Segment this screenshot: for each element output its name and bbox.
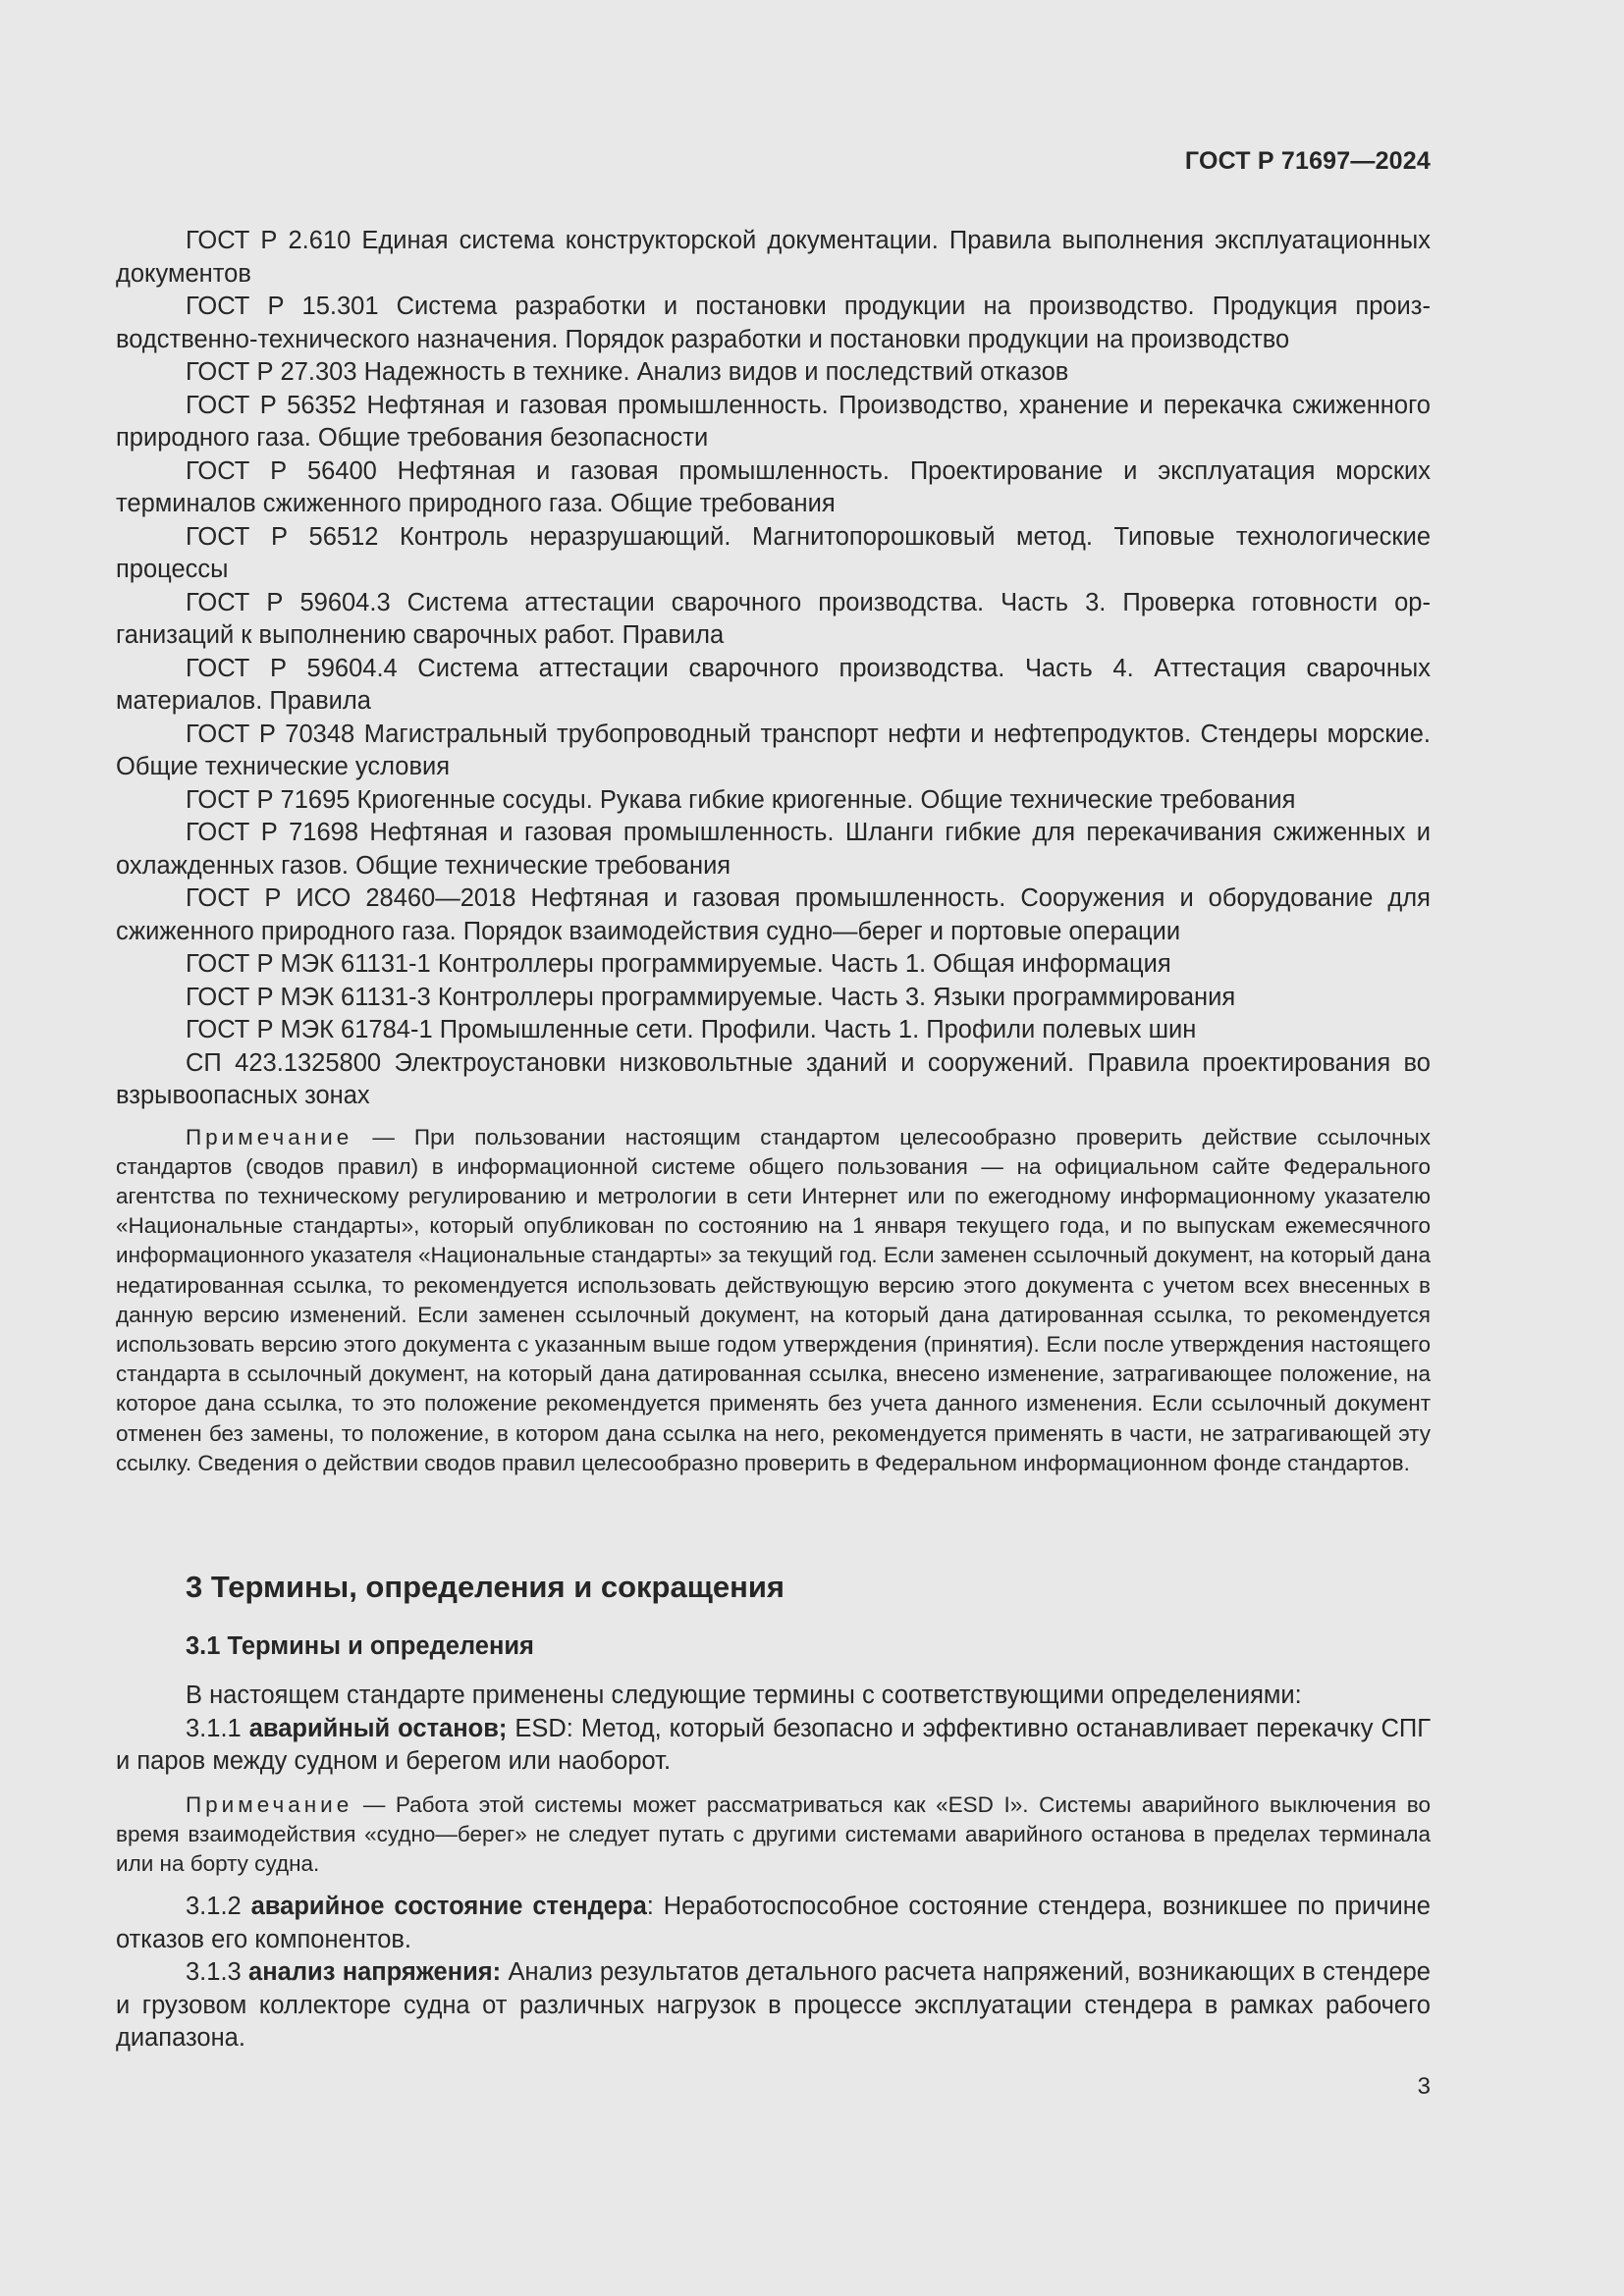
reference-item: ГОСТ Р 59604.3 Система аттестации сварочного производства. Часть 3. Проверка готовности организаций к выполнению сварочных работ. Правила [116,588,1431,649]
reference-item: ГОСТ Р 59604.4 Система аттестации сварочного производства. Часть 4. Аттестация сварочных материалов. Правила [116,654,1431,715]
reference-item: ГОСТ Р 71695 Криогенные сосуды. Рукава гибкие криогенные. Общие технические требования [186,785,1296,814]
term-number: 3.1.3 [186,1958,249,1987]
reference-item: СП 423.1325800 Электроустановки низковольтные зданий и сооружений. Правила проектирования во взрывоопасных зонах [116,1048,1431,1109]
note-text: — При пользовании настоящим стандартом целесообразно проверить действие ссылочных стандартов (сводов правил) в информационной системе общего пользования — на официальном сайте Федерального агентства по техническому регулированию и метрологии в сети Интернет или по ежегодному информационному указателю «Национальные стандарты», который опубликован по состоянию на 1 января текущего года, и по выпускам ежемесячного информационного указателя «Национальные стандарты» за текущий год. Если заменен ссылочный документ, на который дана недатированная ссылка, то рекомендуется использовать действующую версию этого документа с учетом всех внесенных в данную версию изменений. Если заменен ссылочный документ, на который дана датированная ссылка, то рекомендуется использовать версию этого документа с указанным выше годом утверждения (принятия). Если после утверждения настоящего стандарта в ссылочный документ, на который дана датированная ссылка, внесено изменение, затрагивающее положение, на которое дана ссылка, то это положение рекомендуется применять без учета данного изменения. Если ссылочный документ отменен без замены, то положение, в котором дана ссылка на него, рекомендуется применять в части, не затрагивающей эту ссылку. Сведения о действии сводов правил целесообразно проверить в Федеральном информационном фонде стандартов. [116,1124,1431,1475]
term-name: аварийное состояние стендера [250,1893,647,1921]
term-3-1-2 [116,1891,1431,1956]
reference-item: ГОСТ Р ИСО 28460—2018 Нефтяная и газовая промышленность. Сооружения и оборудование для сжиженного природного газа. Порядок взаимодействия судно—берег и портовые операции [116,884,1431,945]
reference-item: ГОСТ Р МЭК 61784-1 Промышленные сети. Профили. Часть 1. Профили полевых шин [186,1016,1197,1043]
references-note [116,1123,1431,1478]
note-text: — Работа этой системы может рассматриваться как «ESD I». Системы аварийного выключения во время взаимодействия «судно—берег» не следует путать с другими системами аварийного останова в пределах терминала или на борту судна. [116,1791,1431,1876]
note-label: Примечание [186,1124,353,1149]
reference-item: ГОСТ Р 2.610 Единая система конструкторской документации. Правила выполнения эксплуатационных документов [116,227,1431,288]
subsection-3-1 [116,1632,1431,1661]
reference-item: ГОСТ Р 70348 Магистральный трубопроводный транспорт нефти и нефтепродуктов. Стендеры морские. Общие технические условия [116,720,1431,780]
subsection-title: 3.1 Термины и определения [186,1632,534,1660]
document-page [116,0,1431,2296]
reference-item: ГОСТ Р 71698 Нефтяная и газовая промышленность. Шланги гибкие для перекачивания сжиженных и охлажденных газов. Общие технические требования [116,819,1431,880]
document-header: ГОСТ Р 71697—2024 [1184,147,1431,175]
term-note [116,1790,1431,1880]
section-title: 3 Термины, определения и сокращения [186,1570,785,1604]
term-definition: : Неработоспособное состояние стендера, возникшее по причине отказов его компонентов. [116,1893,1431,1953]
term-name: анализ напряжения: [248,1958,502,1987]
term-name: аварийный останов; [248,1714,508,1742]
reference-item: ГОСТ Р 15.301 Система разработки и постановки продукции на производство. Продукция производственно-технического назначения. Порядок разработки и постановки продукции на производство [116,293,1431,353]
note-label: Примечание [186,1791,353,1817]
page-number: 3 [1417,2073,1431,2100]
term-definition: ESD: Метод, который безопасно и эффективно останавливает перекачку СПГ и паров между судном и берегом или наоборот. [116,1714,1431,1775]
term-number: 3.1.2 [186,1893,251,1921]
reference-item: ГОСТ Р 56400 Нефтяная и газовая промышленность. Проектирование и эксплуатация морских терминалов сжиженного природного газа. Общие требования [116,456,1431,517]
reference-item: ГОСТ Р МЭК 61131-3 Контроллеры программируемые. Часть 3. Языки программирования [186,983,1236,1011]
normative-references-list [116,225,1431,1478]
terms-intro: В настоящем стандарте применены следующие термины с соответствующими определениями: [186,1682,1302,1709]
term-3-1-3 [116,1956,1431,2056]
terms-body [116,1680,1431,2056]
reference-item: ГОСТ Р 56352 Нефтяная и газовая промышленность. Производство, хранение и перекачка сжиженного природного газа. Общие требования безопасности [116,391,1431,452]
reference-item: ГОСТ Р 27.303 Надежность в технике. Анализ видов и последствий отказов [186,358,1069,386]
reference-item: ГОСТ Р МЭК 61131-1 Контроллеры программируемые. Часть 1. Общая информация [186,950,1171,978]
term-definition: Анализ результатов детального расчета напряжений, возникающих в стендере и грузовом коллекторе судна от различных нагрузок в процессе эксплуатации стендера в рамках рабочего диапазона. [116,1958,1431,2053]
term-number: 3.1.1 [186,1714,249,1742]
term-3-1-1 [116,1713,1431,1779]
section-3 [116,1570,1431,1605]
reference-item: ГОСТ Р 56512 Контроль неразрушающий. Магнитопорошковый метод. Типовые технологические процессы [116,522,1431,583]
